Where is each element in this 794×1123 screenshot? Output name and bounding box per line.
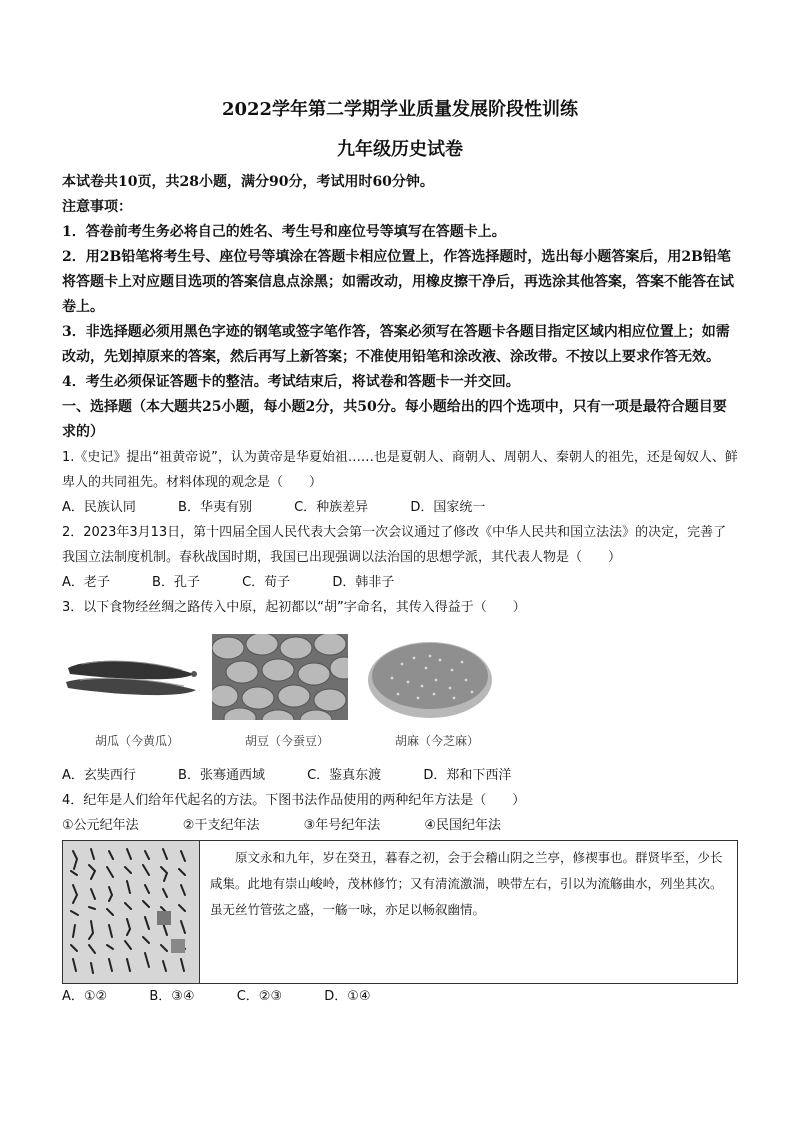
option: A．民族认同 <box>62 500 136 515</box>
exam-page <box>62 96 738 1009</box>
section-heading: 一、选择题（本大题共25小题，每小题2分，共50分。每小题给出的四个选项中，只有一项是最符合题目要求的） <box>62 399 727 440</box>
page-subtitle: 九年级历史试卷 <box>337 139 463 160</box>
notice-heading: 注意事项： <box>62 199 132 215</box>
notice-item: 4．考生必须保证答题卡的整洁。考试结束后，将试卷和答题卡一并交回。 <box>62 374 520 390</box>
question-stem: 1.《史记》提出“祖黄帝说”，认为黄帝是华夏始祖……也是夏朝人、商朝人、周朝人、秦朝人的祖先，还是匈奴人、鲜卑人的共同祖先。材料体现的观念是（ ） <box>62 450 738 490</box>
option: D．韩非子 <box>332 575 395 590</box>
method-item: ①公元纪年法 <box>62 818 139 833</box>
option: C．荀子 <box>242 575 291 590</box>
sesame-photo <box>362 634 498 720</box>
option: A．玄奘西行 <box>62 768 136 783</box>
question-stem: 2．2023年3月13日，第十四届全国人民代表大会第一次会议通过了修改《中华人民共和国立法法》的决定，完善了我国立法制度机制。春秋战国时期，我国已出现强调以法治国的思想学派，其代表人物是（ ） <box>62 525 727 565</box>
option: B．③④ <box>149 989 195 1004</box>
food-images <box>62 634 738 720</box>
option: C．②③ <box>236 989 283 1004</box>
notice-item: 1．答卷前考生务必将自己的姓名、考生号和座位号等填写在答题卡上。 <box>62 224 506 240</box>
notice-item: 3．非选择题必须用黑色字迹的钢笔或签字笔作答，答案必须写在答题卡各题目指定区域内相应位置上；如需改动，先划掉原来的答案，然后再写上新答案；不准使用铅笔和涂改液、涂改带。不按以上要求作答无效。 <box>62 324 730 365</box>
option: C．种族差异 <box>294 500 369 515</box>
question-stem: 3．以下食物经丝绸之路传入中原，起初都以“胡”字命名，其传入得益于（ ） <box>62 600 526 615</box>
option: B．孔子 <box>152 575 200 590</box>
option: B．华夷有别 <box>178 500 252 515</box>
method-item: ④民国纪年法 <box>424 818 502 833</box>
notice-item: 2．用2B铅笔将考生号、座位号等填涂在答题卡相应位置上，作答选择题时，选出每小题答案后，用2B铅笔将答题卡上对应题目选项的答案信息点涂黑；如需改动，用橡皮擦干净后，再选涂其他答案，答案不能答在试卷上。 <box>62 249 734 315</box>
method-item: ③年号纪年法 <box>303 818 381 833</box>
cucumber-photo <box>62 634 198 720</box>
broad-bean-photo <box>212 634 348 720</box>
question-options <box>62 763 738 788</box>
food-captions <box>62 732 738 749</box>
method-item: ②干支纪年法 <box>182 818 260 833</box>
option: D．郑和下西洋 <box>423 768 512 783</box>
question-stem: 4．纪年是人们给年代起名的方法。下图书法作品使用的两种纪年方法是（ ） <box>62 793 526 808</box>
calligraphy-passage: 原文永和九年，岁在癸丑，暮春之初，会于会稽山阴之兰亭，修禊事也。群贤毕至，少长咸集。此地有崇山峻岭，茂林修竹；又有清流激湍，映带左右，引以为流觞曲水，列坐其次。虽无丝竹管弦之盛，一觞一咏，亦足以畅叙幽情。 <box>210 850 723 917</box>
image-caption: 胡麻（今芝麻） <box>394 734 479 748</box>
option: D．①④ <box>324 989 371 1004</box>
option: B．张骞通西域 <box>178 768 265 783</box>
page-title: 2022学年第二学期学业质量发展阶段性训练 <box>221 99 579 120</box>
image-caption: 胡豆（今蚕豆） <box>244 734 329 748</box>
calligraphy-box <box>62 840 738 984</box>
image-caption: 胡瓜（今黄瓜） <box>94 734 179 748</box>
question-options <box>62 495 738 520</box>
question-options <box>62 570 738 595</box>
option: C．鉴真东渡 <box>307 768 382 783</box>
calligraphy-photo <box>63 841 200 983</box>
option: D．国家统一 <box>410 500 486 515</box>
question-options <box>62 984 738 1009</box>
option: A．老子 <box>62 575 110 590</box>
option: A．①② <box>62 989 108 1004</box>
dating-methods <box>62 813 738 838</box>
intro-text: 本试卷共10页，共28小题，满分90分，考试用时60分钟。 <box>62 174 434 190</box>
